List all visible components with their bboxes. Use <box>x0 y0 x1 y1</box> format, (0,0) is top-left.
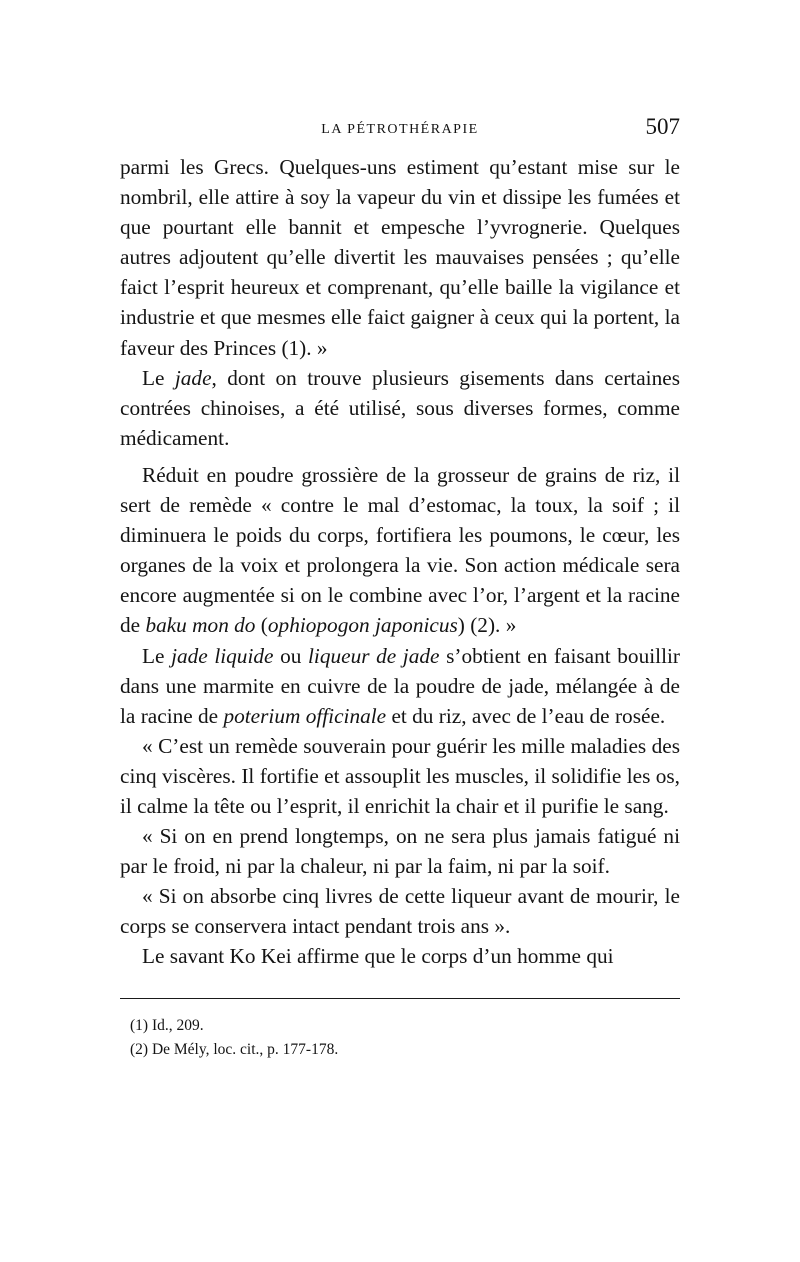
paragraph <box>120 941 680 971</box>
text-run: , dont on trouve plusieurs gisements dans certaines contrées chinoises, a été utilisé, sous diverses formes, comme médicament. <box>120 365 680 450</box>
paragraph <box>120 152 680 363</box>
text-run: parmi les Grecs. Quelques-uns estiment qu’estant mise sur le nombril, elle attire à soy la vapeur du vin et dissipe les fumées et que pourtant elle bannit et empesche l’yvrognerie. Quelques autres adjoutent qu’elle divertit les mauvaises pensées ; qu’elle faict l’esprit heureux et comprenant, qu’elle baille la vigilance et industrie et que mesmes elle faict gaigner à ceux qui la portent, la faveur des Princes (1). » <box>120 155 680 360</box>
italic-text: baku mon do <box>145 613 256 638</box>
text-run: Réduit en poudre grossière de la grosseur de grains de riz, il sert de remède « contre le mal d’estomac, la toux, la soif ; il diminuera le poids du corps, fortifiera les poumons, le cœur, les organes de la voix et prolongera la vie. Son action médicale sera encore augmentée si on le combine avec l’or, l’argent et la racine de <box>120 462 680 638</box>
paragraph <box>120 363 680 453</box>
italic-text: ophiopogon japonicus <box>267 613 458 638</box>
text-run: ) (2). » <box>457 613 517 638</box>
text-run: et du riz, avec de l’eau de rosée. <box>386 703 666 728</box>
running-title: LA PÉTROTHÉRAPIE <box>321 122 479 137</box>
footnote-rule <box>120 998 680 999</box>
body-text <box>120 152 680 972</box>
footnote-1: (1) Id., 209. <box>130 1017 204 1034</box>
text-run: ou <box>273 643 308 668</box>
text-run: ( <box>255 613 268 638</box>
footnote-2: (2) De Mély, loc. cit., p. 177-178. <box>130 1041 339 1058</box>
paragraph <box>120 821 680 881</box>
italic-text: jade liquide <box>171 643 274 668</box>
text-run: « Si on absorbe cinq livres de cette liqueur avant de mourir, le corps se conservera intact pendant trois ans ». <box>120 884 680 939</box>
paragraph <box>120 731 680 821</box>
text-run: Le <box>142 365 175 390</box>
italic-text: liqueur de jade <box>307 643 440 668</box>
text-run: s’obtient en faisant bouillir dans une marmite en cuivre de la poudre de jade, mélangée à de la racine de <box>120 643 680 728</box>
text-run: Le <box>142 643 172 668</box>
paragraph <box>120 641 680 731</box>
page-number: 507 <box>645 114 680 139</box>
footnotes <box>130 1014 670 1062</box>
italic-text: poterium officinale <box>223 703 387 728</box>
text-run: « Si on en prend longtemps, on ne sera plus jamais fatigué ni par le froid, ni par la chaleur, ni par la faim, ni par la soif. <box>120 824 680 879</box>
running-head <box>120 116 680 144</box>
paragraph <box>120 881 680 941</box>
italic-text: jade <box>174 365 212 390</box>
paragraph <box>120 460 680 641</box>
text-run: Le savant Ko Kei affirme que le corps d’un homme qui <box>142 944 614 969</box>
text-run: « C’est un remède souverain pour guérir les mille maladies des cinq viscères. Il fortifie et assouplit les muscles, il solidifie les os, il calme la tête ou l’esprit, il enrichit la chair et il purifie le sang. <box>120 733 680 818</box>
